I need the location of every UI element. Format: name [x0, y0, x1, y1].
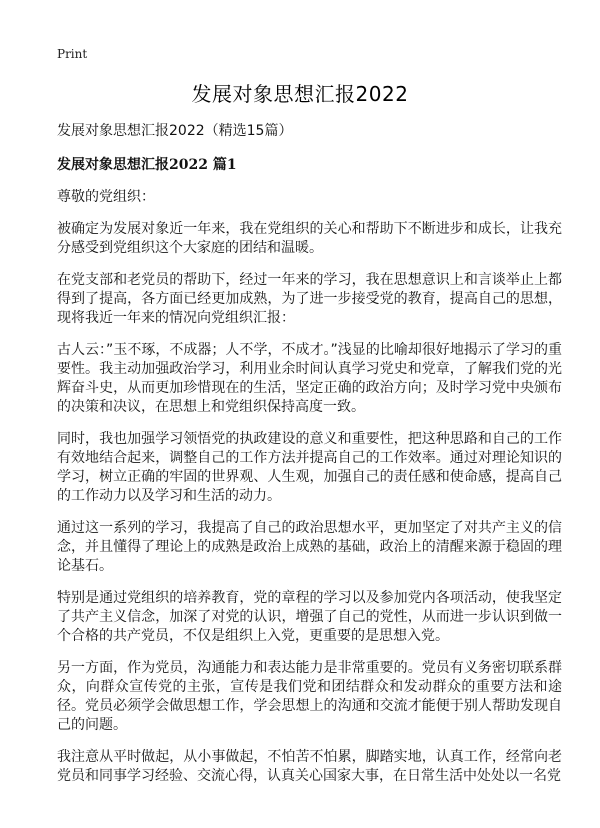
paragraph: 我注意从平时做起，从小事做起，不怕苦不怕累，脚踏实地，认真工作，经常向老党员和同事学习经验、交流心得，认真关心国家大事，在日常生活中处处以一名党	[57, 749, 562, 784]
paragraph: 特别是通过党组织的培养教育，党的章程的学习以及参加党内各项活动，使我坚定了共产主义信念，加深了对党的认识，增强了自己的党性，从而进一步认识到做一个合格的共产党员，不仅是组织上入党，更重要的是思想入党。	[57, 590, 562, 644]
paragraph: 被确定为发展对象近一年来，我在党组织的关心和帮助下不断进步和成长，让我充分感受到党组织这个大家庭的团结和温暖。	[57, 221, 562, 256]
section-heading: 发展对象思想汇报2022 篇1	[57, 157, 237, 173]
paragraph: 同时，我也加强学习领悟党的执政建设的意义和重要性，把这种思路和自己的工作有效地结合起来，调整自己的工作方法并提高自己的工作效率。通过对理论知识的学习，树立正确的牢固的世界观、人生观，加强自己的责任感和使命感，提高自己的工作动力以及学习和生活的动力。	[57, 431, 562, 504]
paragraph: 通过这一系列的学习，我提高了自己的政治思想水平，更加坚定了对共产主义的信念，并且懂得了理论上的成熟是政治上成熟的基础，政治上的清醒来源于稳固的理论基石。	[57, 520, 562, 574]
paragraph: 另一方面，作为党员，沟通能力和表达能力是非常重要的。党员有义务密切联系群众，向群众宣传党的主张，宣传是我们党和团结群众和发动群众的重要方法和途径。党员必须学会做思想工作，学会思想上的沟通和交流才能便于别人帮助发现自己的问题。	[57, 660, 562, 733]
salutation: 尊敬的党组织：	[57, 189, 155, 205]
document-subtitle: 发展对象思想汇报2022（精选15篇）	[57, 123, 293, 139]
print-link[interactable]: Print	[57, 47, 88, 61]
document-body	[57, 121, 562, 799]
paragraph: 古人云：”玉不琢，不成器；人不学，不成才。”浅显的比喻却很好地揭示了学习的重要性。我主动加强政治学习，利用业余时间认真学习党史和党章，了解我们党的光辉奋斗史，从而更加珍惜现在的生活，坚定正确的政治方向；及时学习党中央颁布的决策和决议，在思想上和党组织保持高度一致。	[57, 342, 562, 415]
paragraph: 在党支部和老党员的帮助下，经过一年来的学习，我在思想意识上和言谈举止上都得到了提高，各方面已经更加成熟，为了进一步接受党的教育，提高自己的思想，现将我近一年来的情况向党组织汇报：	[57, 272, 562, 326]
page-title: 发展对象思想汇报2022	[191, 82, 409, 106]
